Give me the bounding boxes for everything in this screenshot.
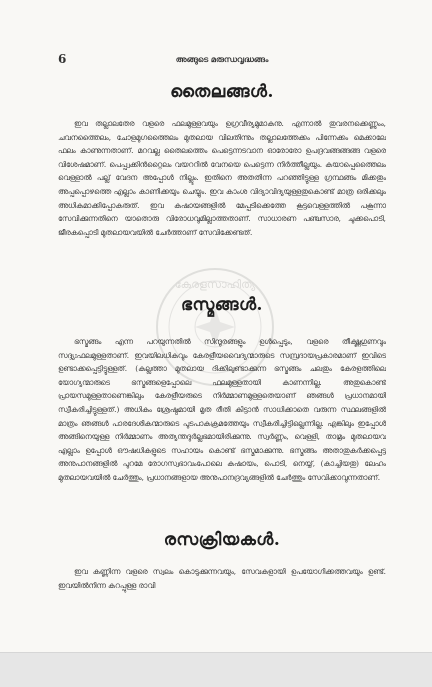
running-title: അങ്ങുടെ മരുന്ധവൃദ്ധങ്ങം (175, 54, 269, 64)
running-head (58, 52, 386, 68)
viewer-bottom-band (0, 652, 432, 687)
section-title-rasakriyas: രസക്രിയകൾ. (163, 530, 281, 550)
section-body-oils: ഇവ തല്ലാലതേര വളരെ ഫലമുള്ളവയും ഉഗ്രവീര്യമുമാകനു. എന്നാൽ തുവരനക്കെണ്ണുംം, ചവനത്തൈലം, ചോളമുഗത്തൈലം മുതലായ വിലതിന്നും തല്ലാലത്തേക്കം പിന്നേക്കം മെക്കാലേ ഫലം കാണുന്നതാണ്. മറവല്ല തൈലത്തെം പെട്ടെന്നടവാന ഓരോരോ ഉപദ്രവങ്ങങ്ങങ്ങ വളരെ വിശേഷമാണ്. പെപ്പ്വക്കിൻറ്റൈലം വയററിൽ വേനയെ പെട്ടെന്ന നിർത്തീല്ലയും. കയാപ്പെത്തൈലം വെള്ളാൽ പല്ല് വേദന അപ്പോൾ നില്ലും. ഇതിനെ അതതിന്ന പറഞ്ഞിട്ടുള്ള ഗ്രന്ഥങ്ങം മിക്കതും അപ്പപ്പൊഴത്തെ എല്ലാം കാണിക്കയും ചെയ്യും. ഇവ കാംശ വിദ്യാവിദ്യയുള്ളതുകൊണ്ട് മാത്ര ഒരിക്കലും അധികമാക്കിപ്പോകരുത്. ഇവ കഷായങ്ങളിൽ മേപ്പടിക്കെത്തേ കൂട്ടവെള്ളത്തിൽ പകൂന്നാ സേവിക്കുന്നതിനെ യാതൊരു വിരോധവുമില്ലാത്തതാണ്. സാധാരണ പഞ്ചസാര, ചുക്കപൊടി, ജീരകപ്പൊടി മുതലായവയിൽ ചേർത്താണ് സേവിക്കേണ്ടത്. (58, 119, 386, 237)
section-body-bhasmas: ഭസ്മങ്ങം എന്ന പറയുന്നതിൽ സിന്ദൂരങ്ങളും ഉൾപ്പെടും, വളരെ തീക്ഷ്ണഗുണവും സദ്ദ്യഃഫലമുള്ളതാണ്. ഇവയിലധികവും കേരളീയവൈദ്യന്മാരുടെ സമ്പ്രദായപ്രകാരമാണ് ഇവിടെ ഉണ്ടാക്കപ്പെട്ടിട്ടുള്ളത്. (കല്ലത്താ മുതലായ ദിക്കിലുണ്ടാക്കുന്ന ഭസ്മങ്ങം ചലതും കേരളത്തിലെ യോഗ്യന്മാരുടെ ഭസ്മങ്ങളെപ്പോലെ ഫലമുള്ളതായി കാണന്നില്ല. അതുകൊണ്ട് പ്രായസമുള്ളതാണെങ്കിലും കേരളീയരുടെ നിർമ്മാണമുള്ളതെയാണ് ഞങ്ങൾ പ്രധാനമായി സ്വീകരിച്ചിട്ടുള്ളത്.) അധികം ശ്രേഷ്ഠമായി മൃത രീതി കിട്ടാൻ സാധിക്കാതെ വരുന്ന സ്ഥലങ്ങളിൽ മാത്രം ഞങ്ങൾ പാരദേശികന്മാരുടെ പുടപാകക്രമത്തേയും സ്വീകരിച്ചിട്ടില്ലെന്നില്ല. എങ്കിലും ഇപ്പോൾ അങ്ങിനെയുള്ള നിർമ്മാണം അത്യന്തദുർല്ലഭമായിരിക്കുന്നു. സ്വർണ്ണം, വെള്ളി, താമ്രം മുതലായവ എല്ലാം ഉപ്പോൾ ഔഷധികളുടെ സഹായം കൊണ്ട് ഭസ്മമാക്കുന്നു. ഭസ്മങ്ങം അതാതുകർക്കപ്പെട്ട അനുപാനങ്ങളിൽ പുറമേ രോഗസ്വഭാവംപോലെ കഷായം, പൊടി, നെയ്യ്, (കാച്ചിയതു) ലേഹം മുതലായവയിൽ ചേർത്തും, പ്രധാനങ്ങളായ അനുപാനദ്രവ്യങ്ങളിൽ ചേർത്തും സേവിക്കാവുന്നതാണ്. (58, 337, 386, 482)
page-number: 6 (58, 52, 67, 66)
section-title-bhasmas: ഭസ്മങ്ങൾ. (181, 295, 263, 315)
section-body-rasakriyas: ഇവ കണ്ണിന്ന വളരെ സ്വലം കൊടുക്കുന്നവയും, സേവകളായി ഉപയോഗിക്കത്തവയും ഉണ്ട്. ഇവയിൽനിന്ന കറപ്പുള്ള രാവി (58, 567, 386, 590)
watermark-text: കേരളസാഹിത്യ (174, 278, 256, 291)
section-title-oils: തൈലങ്ങൾ. (170, 82, 274, 102)
